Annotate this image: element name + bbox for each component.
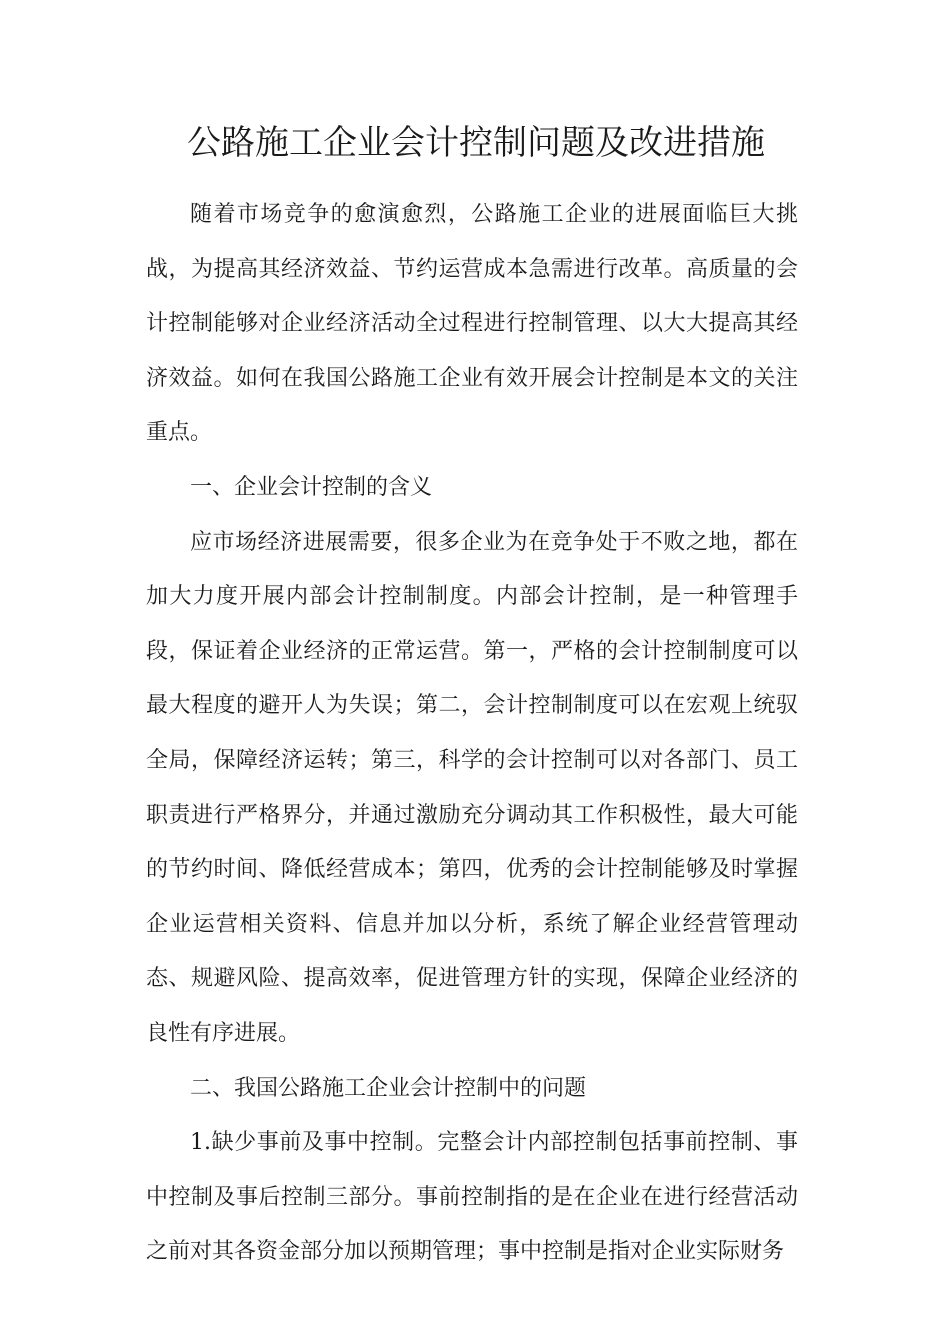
paragraph-section-1: 应市场经济进展需要，很多企业为在竞争处于不败之地，都在加大力度开展内部会计控制制度。内部会计控制，是一种管理手段，保证着企业经济的正常运营。第一，严格的会计控制制度可以最大程度的避开人为失误；第二，会计控制制度可以在宏观上统驭全局，保障经济运转；第三，科学的会计控制可以对各部门、员工职责进行严格界分，并通过激励充分调动其工作积极性，最大可能的节约时间、降低经营成本；第四，优秀的会计控制能够及时掌握企业运营相关资料、信息并加以分析，系统了解企业经营管理动态、规避风险、提高效率，促进管理方针的实现，保障企业经济的良性有序进展。: [146, 529, 798, 1046]
section-heading-2: 二、我国公路施工企业会计控制中的问题: [190, 1075, 587, 1101]
paragraph-intro: 随着市场竞争的愈演愈烈，公路施工企业的进展面临巨大挑战，为提高其经济效益、节约运营成本急需进行改革。高质量的会计控制能够对企业经济活动全过程进行控制管理、以大大提高其经济效益。如何在我国公路施工企业有效开展会计控制是本文的关注重点。: [146, 202, 798, 446]
document-body: [146, 188, 798, 1280]
section-heading-1: 一、企业会计控制的含义: [190, 474, 433, 500]
document-title: 公路施工企业会计控制问题及改进措施: [187, 123, 765, 163]
paragraph-section-2-item-1: 1.缺少事前及事中控制。完整会计内部控制包括事前控制、事中控制及事后控制三部分。事前控制指的是在企业在进行经营活动之前对其各资金部分加以预期管理；事中控制是指对企业实际财务: [146, 1130, 798, 1265]
